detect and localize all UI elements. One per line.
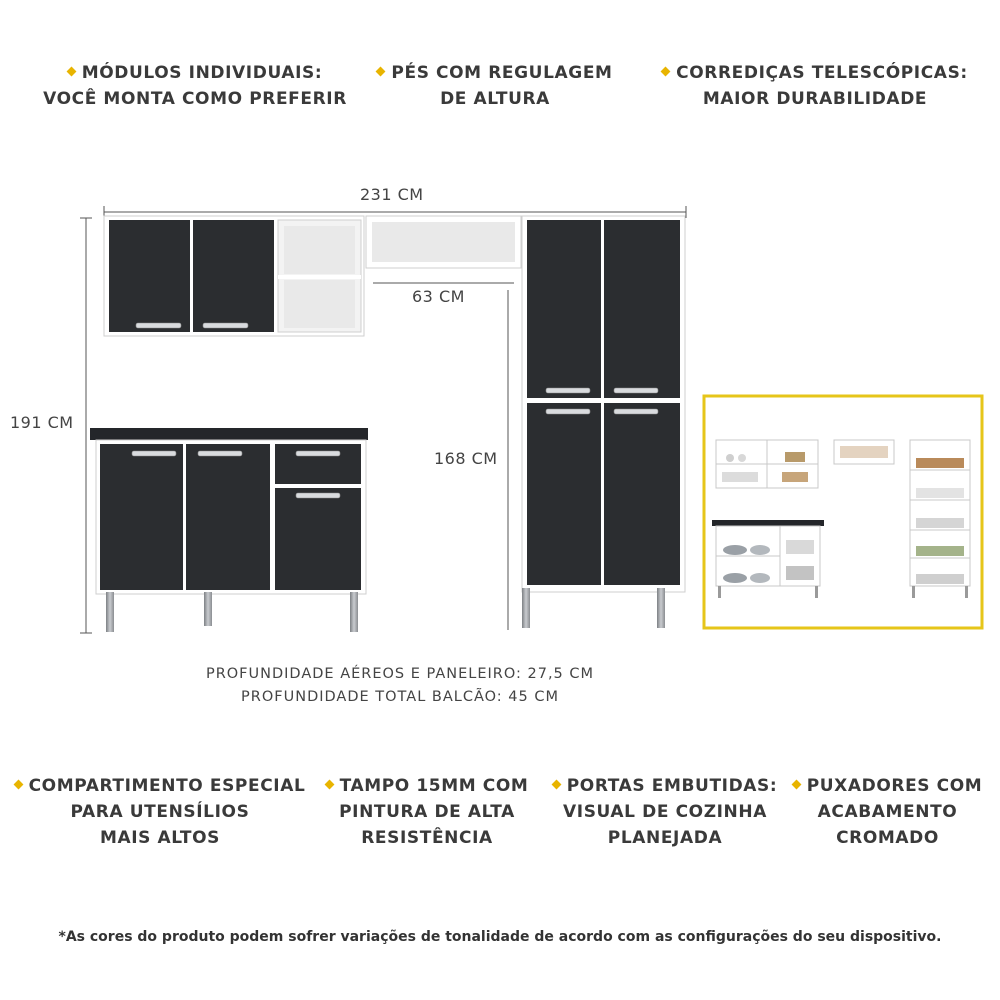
cabinet-leg <box>204 592 212 626</box>
feature-line: MAIOR DURABILIDADE <box>702 89 928 109</box>
feature-line: VOCÊ MONTA COMO PREFERIR <box>43 89 347 109</box>
cabinet-leg <box>657 588 665 628</box>
depth-line: PROFUNDIDADE AÉREOS E PANELEIRO: 27,5 CM <box>205 666 595 682</box>
chrome-handle <box>296 451 340 456</box>
pantry-door <box>527 403 601 585</box>
diamond-bullet-icon <box>324 780 334 790</box>
chrome-handle <box>546 409 590 414</box>
base-door <box>275 488 361 590</box>
feature-line: COMPARTIMENTO ESPECIAL <box>28 776 306 796</box>
base-door <box>186 444 270 590</box>
feature-line: ACABAMENTO <box>817 802 958 822</box>
feature-tampo <box>312 773 542 851</box>
gap-label: 63 CM <box>412 287 465 306</box>
upper-door-right <box>193 220 274 332</box>
feature-line: MAIS ALTOS <box>99 828 221 848</box>
pantry-cabinet <box>522 216 685 628</box>
chrome-handle <box>296 493 340 498</box>
feature-line: CROMADO <box>836 828 939 848</box>
color-disclaimer: *As cores do produto podem sofrer variações de tonalidade de acordo com as configurações do seu dispositivo. <box>58 929 942 945</box>
chrome-handle <box>136 323 181 328</box>
base-cabinet <box>90 428 368 632</box>
depth-info <box>0 663 800 709</box>
feature-line: TAMPO 15MM COM <box>339 776 529 796</box>
feature-line: PARA UTENSÍLIOS <box>70 802 250 822</box>
chrome-handle <box>614 409 658 414</box>
feature-puxadores <box>785 773 990 851</box>
chrome-handle <box>546 388 590 393</box>
chrome-handle <box>132 451 176 456</box>
feature-line: PLANEJADA <box>607 828 723 848</box>
column-height-label: 168 CM <box>434 449 498 468</box>
feature-line: PÉS COM REGULAGEM <box>391 63 613 83</box>
hood-niche <box>366 216 521 268</box>
depth-line: PROFUNDIDADE TOTAL BALCÃO: 45 CM <box>241 689 559 705</box>
feature-line: MÓDULOS INDIVIDUAIS: <box>81 63 323 83</box>
upper-door-left <box>109 220 190 332</box>
interior-preview <box>704 396 982 628</box>
cabinet-leg <box>106 592 114 632</box>
feature-line: PUXADORES COM <box>806 776 983 796</box>
cabinet-leg <box>350 592 358 632</box>
feature-line: DE ALTURA <box>440 89 550 109</box>
diamond-bullet-icon <box>791 780 801 790</box>
pantry-door <box>527 220 601 398</box>
width-label: 231 CM <box>360 185 424 204</box>
pantry-door <box>604 403 680 585</box>
countertop <box>90 428 368 440</box>
base-door <box>100 444 183 590</box>
chrome-handle <box>203 323 248 328</box>
chrome-handle <box>614 388 658 393</box>
chrome-handle <box>198 451 242 456</box>
feature-portas <box>545 773 785 851</box>
pantry-door <box>604 220 680 398</box>
height-label: 191 CM <box>10 413 74 432</box>
feature-line: CORREDIÇAS TELESCÓPICAS: <box>676 63 968 83</box>
diamond-bullet-icon <box>551 780 561 790</box>
feature-line: VISUAL DE COZINHA <box>563 802 767 822</box>
feature-line: PINTURA DE ALTA <box>339 802 515 822</box>
base-drawer <box>275 444 361 484</box>
feature-line: PORTAS EMBUTIDAS: <box>566 776 778 796</box>
diamond-bullet-icon <box>13 780 23 790</box>
feature-compartimento <box>10 773 310 851</box>
cabinet-leg <box>522 588 530 628</box>
upper-cabinet <box>104 216 364 336</box>
feature-line: RESISTÊNCIA <box>361 828 493 848</box>
